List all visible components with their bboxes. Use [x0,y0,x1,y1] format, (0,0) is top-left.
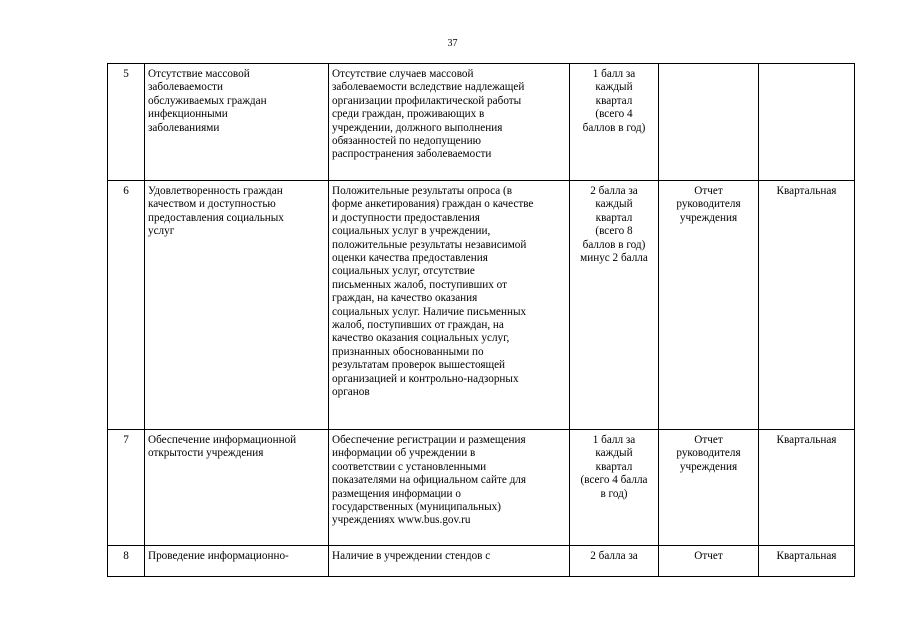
criterion-description-line: признанных обоснованными по [332,345,484,358]
criterion-description [329,430,570,546]
criterion-description-line: организации профилактической работы [332,94,522,107]
report-form-line: Отчет [694,185,723,197]
row-number: 6 [108,181,145,430]
criterion-description [329,546,570,577]
criterion-points [570,181,659,430]
criterion-description-line: среди граждан, проживающих в [332,108,485,121]
criterion-points-line: квартал [595,460,633,473]
table-row [108,546,855,577]
page-number: 37 [447,38,458,49]
criterion-description-line: письменных жалоб, поступивших от [332,278,507,291]
criterion-name-line: услуг [148,225,175,238]
row-number: 7 [108,430,145,546]
criterion-description-line: заболеваемости вследствие надлежащей [332,81,525,94]
criterion-name-line: предоставления социальных [148,211,284,224]
criterion-points-line: баллов в год) [582,238,646,251]
criterion-description-line: организацией и контрольно-надзорных [332,372,519,385]
criterion-name-line: Отсутствие массовой [148,68,250,80]
criterion-points-line: каждый [595,447,633,460]
criterion-points-line: 1 балл за [592,68,636,80]
criterion-description-line: форме анкетирования) граждан о качестве [332,198,534,211]
criterion-points-line: квартал [595,211,633,224]
report-form-line: Отчет [694,550,723,562]
criterion-description-line: качество оказания социальных услуг, [332,332,510,345]
criterion-description-line: и доступности предоставления [332,211,480,224]
criterion-points [570,546,659,577]
criterion-points-line: 2 балла за [590,550,638,562]
criterion-description-line: показателями на официальном сайте для [332,474,527,487]
criterion-description-line: социальных услуг, отсутствие [332,265,475,278]
criterion-description [329,181,570,430]
criterion-description-line: Обеспечение регистрации и размещения [332,434,526,446]
criterion-name [145,546,329,577]
report-form-line: руководителя [676,447,741,460]
criterion-points-line: (всего 4 балла [580,474,648,487]
table-row [108,430,855,546]
criterion-description-line: учреждении, должного выполнения [332,121,503,134]
criterion-points-line: 2 балла за [590,185,638,197]
reporting-period: Квартальная [759,430,855,546]
criterion-points-line: (всего 8 [595,225,633,238]
table-row [108,64,855,181]
criterion-description-line: результатам проверок вышестоящей [332,359,506,372]
criterion-points-line: каждый [595,198,633,211]
report-form [659,546,759,577]
criterion-description-line: соответствии с установленными [332,460,487,473]
criterion-description-line: учреждениях www.bus.gov.ru [332,514,471,527]
criterion-name-line: Проведение информационно- [148,550,289,562]
report-form-line: Отчет [694,434,723,446]
criterion-points [570,430,659,546]
reporting-period: Квартальная [759,181,855,430]
criterion-points [570,64,659,181]
criterion-name [145,181,329,430]
criterion-name-line: открытости учреждения [148,447,264,460]
criterion-description-line: оценки качества предоставления [332,252,488,265]
report-form [659,181,759,430]
criterion-description-line: органов [332,386,370,399]
report-form [659,430,759,546]
criterion-description-line: Положительные результаты опроса (в [332,185,513,197]
criterion-points-line: 1 балл за [592,434,636,446]
reporting-period [759,64,855,181]
criterion-name-line: инфекционными [148,108,228,121]
report-form-line: руководителя [676,198,741,211]
criterion-name-line: Обеспечение информационной [148,434,297,446]
criterion-points-line: в год) [600,487,628,500]
criterion-description-line: обязанностей по недопущению [332,135,481,148]
criterion-name-line: качеством и доступностью [148,198,276,211]
criterion-description-line: распространения заболеваемости [332,148,492,161]
criterion-description-line: информации об учреждении в [332,447,476,460]
report-form-line: учреждения [679,211,738,224]
criterion-points-line: (всего 4 [595,108,633,121]
report-form [659,64,759,181]
criteria-table-body [108,64,855,577]
criterion-points-line: квартал [595,94,633,107]
table-row [108,181,855,430]
criterion-points-line: баллов в год) [582,121,646,134]
reporting-period: Квартальная [759,546,855,577]
criterion-name [145,64,329,181]
criterion-description-line: жалоб, поступивших от граждан, на [332,319,504,332]
row-number: 5 [108,64,145,181]
criterion-name [145,430,329,546]
criterion-description-line: положительные результаты независимой [332,238,527,251]
criteria-table [107,63,855,577]
criterion-points-line: каждый [595,81,633,94]
criterion-points-line: минус 2 балла [580,252,648,265]
criterion-name-line: заболеваниями [148,121,220,134]
criterion-description-line: Наличие в учреждении стендов с [332,550,491,562]
criterion-description-line: Отсутствие случаев массовой [332,68,474,80]
criterion-description-line: государственных (муниципальных) [332,501,501,514]
criterion-name-line: заболеваемости [148,81,223,94]
criterion-description-line: размещения информации о [332,487,461,500]
report-form-line: учреждения [679,460,738,473]
criterion-description-line: граждан, на качество оказания [332,292,478,305]
row-number: 8 [108,546,145,577]
criterion-description-line: социальных услуг в учреждении, [332,225,491,238]
criterion-description-line: социальных услуг. Наличие письменных [332,305,527,318]
criterion-description [329,64,570,181]
criterion-name-line: обслуживаемых граждан [148,94,267,107]
criterion-name-line: Удовлетворенность граждан [148,185,283,197]
